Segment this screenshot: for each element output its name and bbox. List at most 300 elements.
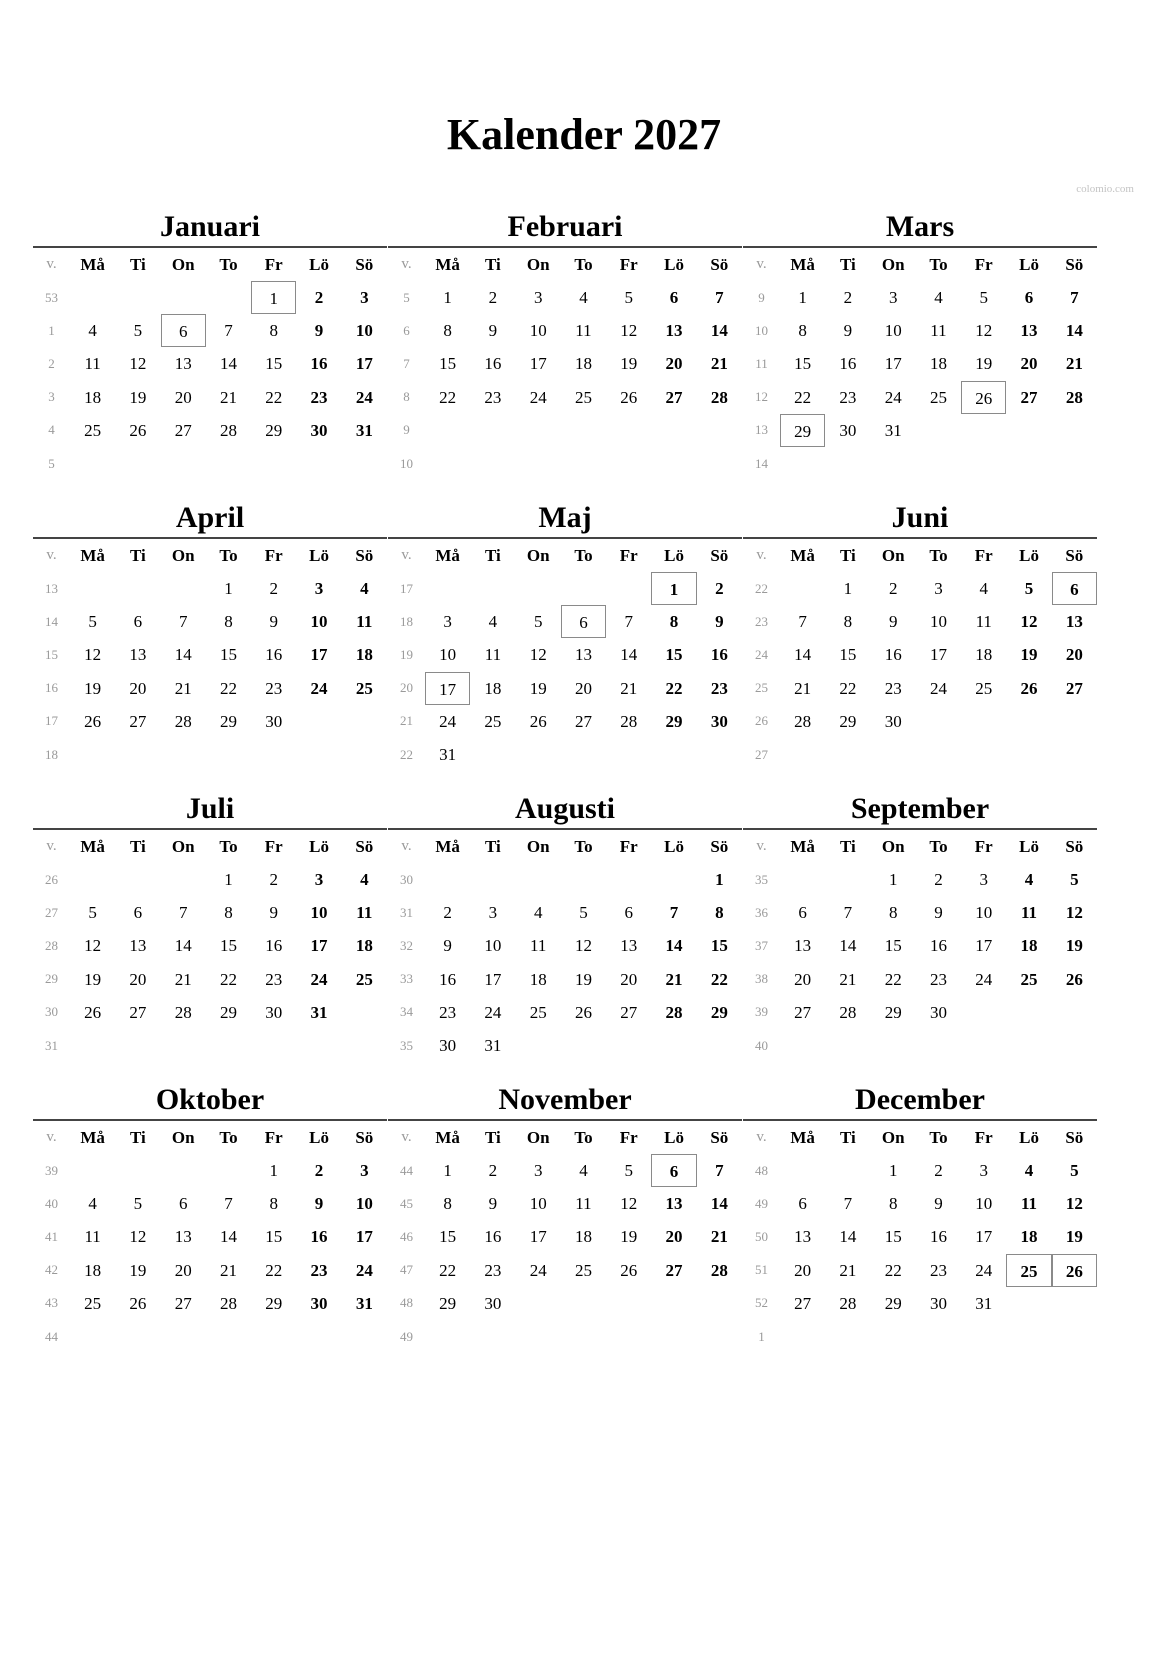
day-cell: 27	[129, 711, 147, 731]
day-cell: 17	[529, 354, 547, 374]
empty-day-cell	[161, 738, 206, 771]
day-cell: 2	[934, 1161, 943, 1180]
week-number: 47	[399, 1262, 413, 1278]
day-cell: 19	[1065, 1227, 1083, 1247]
day-cell: 6	[1024, 288, 1034, 307]
day-cell: 11	[356, 612, 373, 632]
day-cell: 6	[798, 903, 807, 923]
day-cell: 11	[575, 1194, 592, 1214]
day-cell: 10	[310, 612, 328, 632]
day-cell: 9	[843, 321, 853, 341]
day-cell: 7	[669, 903, 679, 923]
weekday-header: Ti	[840, 837, 856, 856]
day-cell: 21	[219, 387, 237, 407]
week-row	[33, 1154, 387, 1187]
day-cell: 15	[439, 354, 457, 374]
weekday-header: Må	[435, 1128, 460, 1147]
day-cell: 12	[129, 354, 147, 374]
day-cell: 2	[888, 579, 898, 598]
weekday-header: Ti	[840, 546, 856, 565]
week-row	[743, 414, 1097, 447]
empty-day-cell	[70, 447, 115, 480]
week-number-header: v.	[46, 547, 57, 563]
day-cell: 12	[1065, 903, 1083, 923]
day-cell: 22	[794, 387, 812, 407]
week-number: 51	[754, 1262, 768, 1278]
empty-day-cell	[206, 1154, 251, 1187]
day-cell: 27	[129, 1002, 147, 1022]
week-row	[743, 1220, 1097, 1253]
day-cell: 2	[715, 579, 724, 598]
weekday-header: Sö	[710, 837, 729, 856]
empty-day-cell	[115, 1320, 160, 1353]
day-cell: 23	[439, 1002, 457, 1022]
day-cell: 10	[975, 903, 993, 923]
day-cell: 25	[529, 1002, 547, 1022]
week-number: 9	[403, 422, 410, 438]
empty-day-cell	[606, 738, 651, 771]
week-row	[388, 605, 742, 638]
weekday-header: Fr	[974, 837, 993, 856]
day-cell: 5	[624, 1161, 633, 1180]
week-row	[388, 281, 742, 314]
weekday-header-row	[33, 539, 387, 572]
day-cell: 9	[269, 612, 278, 632]
day-cell: 30	[884, 711, 902, 731]
week-row	[743, 863, 1097, 896]
weekday-header: Må	[790, 1128, 815, 1147]
week-row	[33, 414, 387, 447]
day-cell: 10	[355, 1194, 373, 1214]
empty-day-cell	[342, 996, 387, 1029]
weekday-header: Lö	[309, 1128, 329, 1147]
day-cell: 31	[355, 420, 373, 440]
day-cell: 4	[488, 612, 498, 632]
weekday-header: Ti	[840, 1128, 856, 1147]
weekday-header: Fr	[619, 255, 638, 274]
weekday-header: On	[526, 1128, 550, 1147]
week-number: 52	[754, 1295, 768, 1311]
day-cell: 26	[1065, 969, 1083, 989]
month-table	[33, 246, 387, 480]
day-cell: 24	[975, 1260, 993, 1280]
day-cell: 10	[529, 1194, 547, 1214]
week-number: 30	[44, 1004, 58, 1020]
empty-day-cell	[470, 572, 515, 605]
day-cell: 15	[710, 936, 728, 956]
empty-day-cell	[1006, 1287, 1051, 1320]
day-cell: 2	[314, 288, 324, 307]
day-cell: 31	[884, 420, 902, 440]
day-cell: 26	[84, 1002, 102, 1022]
day-cell: 9	[488, 321, 498, 341]
day-cell: 15	[439, 1227, 457, 1247]
week-number: 10	[754, 322, 768, 338]
month-name: Augusti	[514, 792, 616, 825]
empty-day-cell	[342, 1029, 387, 1062]
day-cell: 1	[651, 572, 696, 605]
week-number: 49	[399, 1328, 413, 1344]
day-cell: 18	[484, 678, 502, 698]
empty-day-cell	[561, 572, 606, 605]
day-cell: 6	[1052, 572, 1097, 605]
day-cell: 15	[794, 354, 812, 374]
week-number: 29	[44, 971, 58, 987]
empty-day-cell	[342, 738, 387, 771]
day-cell: 14	[839, 936, 857, 956]
empty-day-cell	[871, 1320, 916, 1353]
day-cell: 10	[929, 612, 947, 632]
day-cell: 30	[439, 1035, 457, 1055]
day-cell: 2	[314, 1161, 324, 1180]
empty-day-cell	[606, 1287, 651, 1320]
day-cell: 18	[529, 969, 547, 989]
day-cell: 17	[484, 969, 502, 989]
day-cell: 4	[1024, 870, 1034, 889]
day-cell: 6	[161, 314, 206, 347]
empty-day-cell	[115, 738, 160, 771]
weekday-header: To	[574, 1128, 593, 1147]
empty-day-cell	[425, 1320, 470, 1353]
day-cell: 23	[484, 387, 502, 407]
day-cell: 27	[574, 711, 592, 731]
week-number: 14	[44, 613, 58, 629]
empty-day-cell	[651, 1029, 696, 1062]
week-number-header: v.	[401, 838, 412, 854]
day-cell: 5	[624, 288, 633, 307]
day-cell: 9	[934, 903, 943, 923]
weekday-header: Ti	[840, 255, 856, 274]
day-cell: 7	[715, 288, 724, 307]
week-number: 40	[754, 1037, 768, 1053]
month-table	[743, 828, 1097, 1062]
month-september	[743, 787, 1097, 1062]
weekday-header: Sö	[710, 255, 729, 274]
week-row	[743, 1287, 1097, 1320]
day-cell: 18	[975, 645, 993, 665]
month-table	[743, 1119, 1097, 1353]
day-cell: 5	[1070, 870, 1079, 889]
day-cell: 15	[839, 645, 857, 665]
day-cell: 18	[84, 387, 102, 407]
empty-day-cell	[516, 447, 561, 480]
month-juni	[743, 496, 1097, 771]
day-cell: 21	[710, 1227, 728, 1247]
empty-day-cell	[780, 447, 825, 480]
day-cell: 7	[715, 1161, 724, 1180]
month-mars	[743, 205, 1097, 480]
week-number: 30	[399, 871, 413, 887]
empty-day-cell	[606, 863, 651, 896]
day-cell: 18	[574, 354, 592, 374]
month-name: December	[855, 1083, 985, 1116]
week-number: 1	[758, 1328, 765, 1344]
weekday-header-row	[33, 830, 387, 863]
day-cell: 24	[310, 969, 328, 989]
week-number: 7	[403, 355, 410, 371]
day-cell: 19	[129, 1260, 147, 1280]
week-number: 48	[399, 1295, 413, 1311]
week-number: 48	[754, 1162, 768, 1178]
credit-text: colomio.com	[1076, 183, 1134, 195]
weekday-header-row	[388, 539, 742, 572]
weekday-header: Sö	[1065, 837, 1084, 856]
day-cell: 3	[533, 1161, 543, 1180]
day-cell: 30	[310, 1293, 328, 1313]
week-row	[743, 314, 1097, 347]
day-cell: 8	[443, 321, 452, 341]
day-cell: 13	[129, 645, 147, 665]
day-cell: 1	[443, 288, 452, 307]
day-cell: 25	[1020, 969, 1038, 989]
week-row	[33, 605, 387, 638]
empty-day-cell	[606, 447, 651, 480]
week-number: 6	[403, 322, 410, 338]
week-number-header: v.	[756, 1129, 767, 1145]
empty-day-cell	[161, 1320, 206, 1353]
week-number: 1	[48, 322, 55, 338]
weekday-header: Sö	[355, 546, 374, 565]
week-number: 34	[399, 1004, 413, 1020]
day-cell: 31	[439, 744, 457, 764]
day-cell: 12	[975, 321, 993, 341]
week-number-header: v.	[46, 1129, 57, 1145]
week-number: 2	[48, 355, 55, 371]
day-cell: 19	[1065, 936, 1083, 956]
day-cell: 19	[620, 354, 638, 374]
day-cell: 17	[884, 354, 902, 374]
empty-day-cell	[780, 1154, 825, 1187]
day-cell: 7	[798, 612, 807, 632]
week-number-header: v.	[401, 256, 412, 272]
weekday-header: Sö	[355, 1128, 374, 1147]
day-cell: 30	[929, 1002, 947, 1022]
week-row	[388, 863, 742, 896]
empty-day-cell	[825, 863, 870, 896]
day-cell: 10	[484, 936, 502, 956]
empty-day-cell	[561, 1287, 606, 1320]
weekday-header: Sö	[355, 255, 374, 274]
month-januari	[33, 205, 387, 480]
month-table	[743, 537, 1097, 771]
week-number: 22	[399, 746, 413, 762]
weekday-header: To	[219, 255, 238, 274]
week-row	[388, 1187, 742, 1220]
day-cell: 5	[579, 903, 588, 923]
week-row	[743, 447, 1097, 480]
day-cell: 26	[84, 711, 102, 731]
week-row	[33, 738, 387, 771]
day-cell: 31	[484, 1035, 502, 1055]
day-cell: 29	[219, 1002, 237, 1022]
day-cell: 20	[174, 387, 192, 407]
week-row	[33, 1287, 387, 1320]
weekday-header-row	[743, 1121, 1097, 1154]
day-cell: 15	[219, 936, 237, 956]
week-number: 43	[44, 1295, 58, 1311]
week-number: 44	[399, 1162, 413, 1178]
day-cell: 28	[710, 1260, 728, 1280]
month-april	[33, 496, 387, 771]
day-cell: 28	[219, 420, 237, 440]
day-cell: 16	[310, 354, 328, 374]
day-cell: 20	[620, 969, 638, 989]
day-cell: 12	[620, 1194, 638, 1214]
day-cell: 24	[884, 387, 902, 407]
day-cell: 13	[794, 1227, 812, 1247]
day-cell: 27	[174, 420, 192, 440]
day-cell: 28	[174, 1002, 192, 1022]
day-cell: 14	[620, 645, 638, 665]
week-number: 8	[403, 389, 410, 405]
day-cell: 10	[529, 321, 547, 341]
month-name: Mars	[885, 210, 955, 243]
weekday-header: On	[171, 1128, 195, 1147]
empty-day-cell	[697, 1287, 742, 1320]
day-cell: 5	[533, 612, 543, 632]
empty-day-cell	[1006, 414, 1051, 447]
day-cell: 10	[355, 321, 373, 341]
day-cell: 18	[1020, 1227, 1038, 1247]
week-number: 31	[44, 1037, 58, 1053]
empty-day-cell	[161, 863, 206, 896]
empty-day-cell	[1006, 996, 1051, 1029]
day-cell: 21	[174, 969, 192, 989]
day-cell: 24	[529, 1260, 547, 1280]
week-number: 18	[399, 613, 413, 629]
day-cell: 12	[1020, 612, 1038, 632]
empty-day-cell	[606, 1029, 651, 1062]
weekday-header: Ti	[485, 837, 501, 856]
weekday-header: Lö	[1019, 255, 1039, 274]
day-cell: 22	[710, 969, 728, 989]
empty-day-cell	[115, 572, 160, 605]
day-cell: 31	[975, 1293, 993, 1313]
day-cell: 14	[219, 1227, 237, 1247]
empty-day-cell	[1006, 1029, 1051, 1062]
day-cell: 10	[439, 645, 457, 665]
day-cell: 13	[620, 936, 638, 956]
day-cell: 13	[174, 354, 192, 374]
page-title: Kalender 2027	[446, 110, 722, 159]
day-cell: 17	[975, 936, 993, 956]
day-cell: 5	[1070, 1161, 1079, 1180]
day-cell: 29	[780, 414, 825, 447]
day-cell: 11	[1021, 1194, 1038, 1214]
empty-day-cell	[561, 1320, 606, 1353]
week-number: 13	[44, 580, 58, 596]
empty-day-cell	[697, 1029, 742, 1062]
day-cell: 22	[839, 678, 857, 698]
week-number: 28	[44, 937, 58, 953]
weekday-header: Må	[435, 546, 460, 565]
week-number: 21	[399, 713, 413, 729]
empty-day-cell	[961, 996, 1006, 1029]
weekday-header-row	[33, 248, 387, 281]
empty-day-cell	[1052, 1320, 1097, 1353]
month-name: Juni	[891, 501, 949, 534]
week-row	[743, 996, 1097, 1029]
day-cell: 25	[355, 678, 373, 698]
empty-day-cell	[1052, 1029, 1097, 1062]
month-table	[388, 246, 742, 480]
day-cell: 14	[710, 321, 728, 341]
week-number: 5	[403, 289, 410, 305]
week-number: 35	[754, 871, 768, 887]
week-row	[388, 381, 742, 414]
week-number: 45	[399, 1195, 413, 1211]
empty-day-cell	[206, 447, 251, 480]
empty-day-cell	[1006, 447, 1051, 480]
day-cell: 2	[443, 903, 452, 923]
weekday-header: Ti	[485, 546, 501, 565]
day-cell: 3	[533, 288, 543, 307]
day-cell: 8	[715, 903, 724, 923]
day-cell: 25	[1006, 1254, 1051, 1287]
empty-day-cell	[916, 705, 961, 738]
week-number: 49	[754, 1195, 768, 1211]
day-cell: 4	[579, 288, 588, 307]
day-cell: 25	[929, 387, 947, 407]
empty-day-cell	[251, 1029, 296, 1062]
week-row	[388, 1029, 742, 1062]
day-cell: 22	[665, 678, 683, 698]
day-cell: 16	[265, 936, 283, 956]
day-cell: 26	[529, 711, 547, 731]
day-cell: 8	[888, 903, 898, 923]
day-cell: 11	[575, 321, 592, 341]
month-name: Januari	[159, 210, 261, 243]
empty-day-cell	[206, 1320, 251, 1353]
empty-day-cell	[651, 863, 696, 896]
week-number: 32	[399, 937, 413, 953]
day-cell: 26	[1020, 678, 1038, 698]
day-cell: 12	[620, 321, 638, 341]
week-row	[33, 1320, 387, 1353]
empty-day-cell	[916, 738, 961, 771]
day-cell: 13	[665, 1194, 683, 1214]
month-februari	[388, 205, 742, 480]
week-row	[33, 705, 387, 738]
week-row	[388, 1320, 742, 1353]
day-cell: 12	[529, 645, 547, 665]
day-cell: 8	[888, 1194, 898, 1214]
day-cell: 28	[219, 1293, 237, 1313]
weekday-header: Sö	[1065, 255, 1084, 274]
weekday-header-row	[388, 1121, 742, 1154]
day-cell: 2	[269, 870, 278, 889]
empty-day-cell	[651, 1320, 696, 1353]
week-row	[388, 963, 742, 996]
day-cell: 10	[884, 321, 902, 341]
calendar-grid	[0, 205, 1168, 1445]
weekday-header: Må	[790, 255, 815, 274]
day-cell: 21	[219, 1260, 237, 1280]
weekday-header-row	[743, 830, 1097, 863]
empty-day-cell	[70, 1320, 115, 1353]
day-cell: 26	[961, 381, 1006, 414]
empty-day-cell	[961, 1029, 1006, 1062]
day-cell: 24	[529, 387, 547, 407]
weekday-header: On	[881, 255, 905, 274]
day-cell: 16	[839, 354, 857, 374]
day-cell: 5	[133, 321, 143, 341]
day-cell: 24	[355, 387, 373, 407]
day-cell: 14	[174, 645, 192, 665]
day-cell: 27	[174, 1293, 192, 1313]
day-cell: 23	[310, 387, 328, 407]
day-cell: 11	[84, 1227, 101, 1247]
